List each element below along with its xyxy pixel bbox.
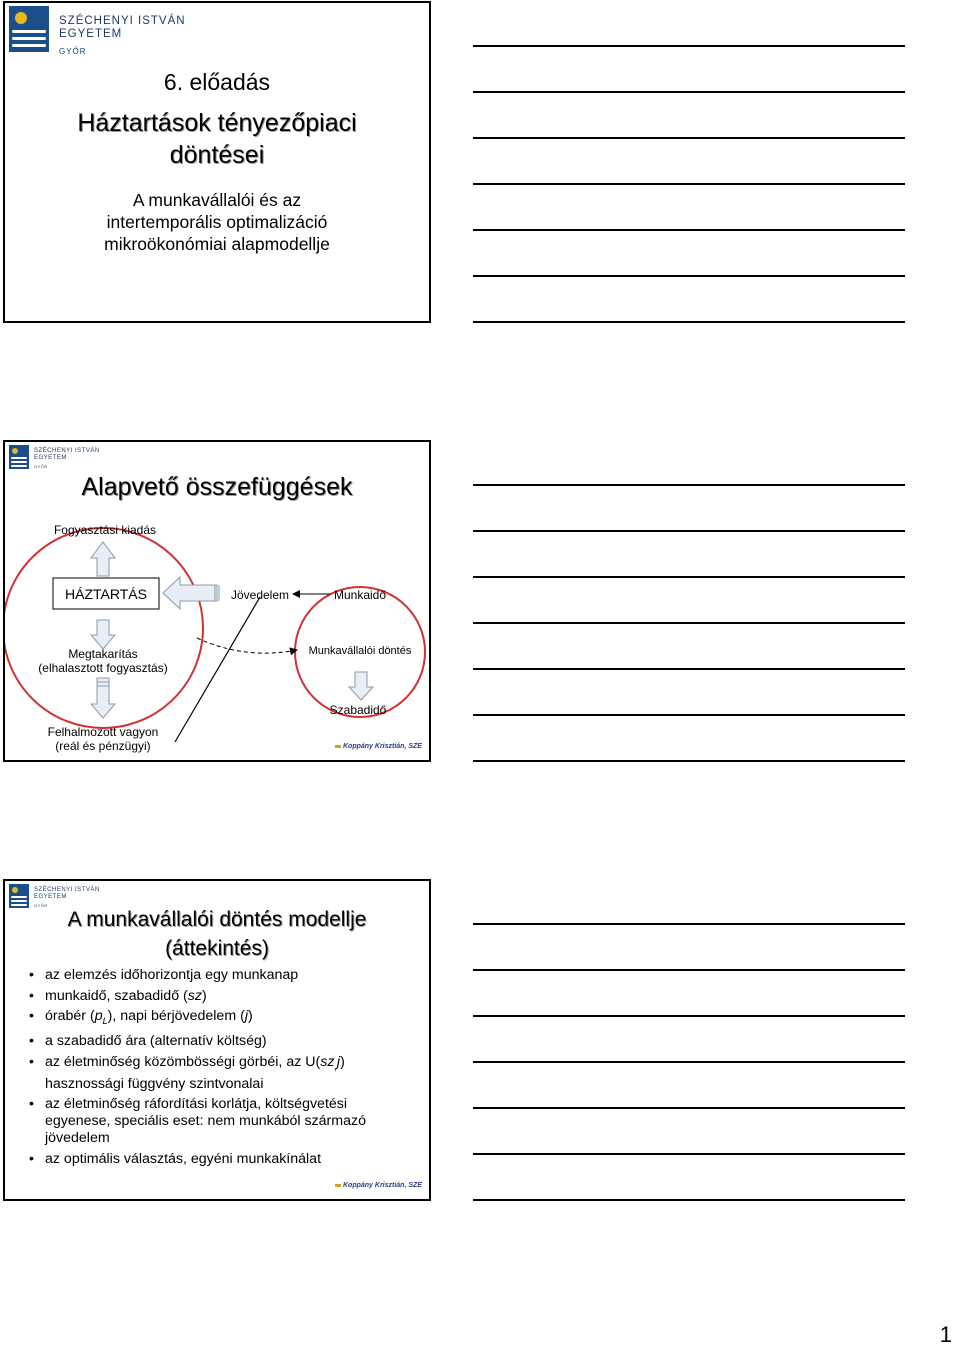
bullet-item: • órabér $(p_L)$, napi bérjövedelem (j): [29, 1008, 417, 1030]
up-arrow: [91, 542, 115, 576]
down-arrow: [91, 620, 115, 649]
consumption-label: Fogyasztási kiadás: [53, 523, 157, 537]
note-line: [473, 1015, 905, 1017]
note-line: [473, 923, 905, 925]
down-arrow: [349, 672, 373, 700]
university-logo: [9, 6, 186, 58]
saving-label: Megtakarítás (elhalasztott fogyasztás): [38, 647, 168, 675]
labour-decision-label: Munkavállalói döntés: [308, 645, 412, 657]
note-line: [473, 576, 905, 578]
bullet-item: • az életminőség ráfordítási korlátja, költségvetési egyenese, speciális eset: nem munkából származó jövedelem: [29, 1096, 417, 1147]
slide-subtitle: A munkavállalói és az intertemporális optimalizáció mikroökonómiai alapmodellje: [104, 190, 330, 254]
wealth-label: Felhalmozott vagyon (reál és pénzügyi): [47, 725, 159, 753]
university-name: SZÉCHENYI ISTVÁN EGYETEM GYŐR: [34, 887, 100, 908]
bullet-item: • az optimális választás, egyéni munkakínálat: [29, 1151, 417, 1168]
slide-1: [3, 1, 431, 323]
bullet-item: • az életminőség közömbösségi görbéi, az $U(sz_,j)$ hasznossági függvény szintvonalai: [29, 1054, 417, 1093]
note-line: [473, 1107, 905, 1109]
university-logo-mark: [9, 6, 49, 52]
bullet-item: • munkaidő, szabadidő (sz): [29, 988, 417, 1005]
slide-2: [3, 440, 431, 762]
bullet-item: • az elemzés időhorizontja egy munkanap: [29, 967, 417, 984]
lecture-number: 6. előadás: [163, 69, 271, 95]
bullet-list: [29, 967, 417, 1171]
author-credit: Koppány Krisztián, SZE: [335, 1182, 422, 1189]
bullet-item: • a szabadidő ára (alternatív költség): [29, 1033, 417, 1050]
author-credit: Koppány Krisztián, SZE: [335, 743, 422, 750]
university-name: SZÉCHENYI ISTVÁN EGYETEM GYŐR: [34, 448, 100, 469]
household-label: HÁZTARTÁS: [65, 586, 147, 602]
decision-line: [175, 597, 260, 742]
notes-lines: [473, 0, 905, 1349]
note-line: [473, 45, 905, 47]
note-line: [473, 1199, 905, 1201]
note-line: [473, 321, 905, 323]
note-line: [473, 275, 905, 277]
note-line: [473, 91, 905, 93]
university-name: SZÉCHENYI ISTVÁN EGYETEM GYŐR: [59, 15, 186, 56]
note-line: [473, 1061, 905, 1063]
slide-title: Háztartások tényezőpiaci döntései: [77, 109, 357, 169]
slide-3: [3, 879, 431, 1201]
down-arrow: [91, 678, 115, 718]
note-line: [473, 229, 905, 231]
note-line: [473, 760, 905, 762]
slide-title: A munkavállalói döntés modellje (áttekintés): [67, 908, 367, 960]
left-arrow: [163, 577, 217, 609]
note-line: [473, 668, 905, 670]
income-label: Jövedelem: [230, 588, 290, 602]
note-line: [473, 714, 905, 716]
slide-title: Alapvető összefüggések: [81, 473, 353, 501]
worktime-label: Munkaidő: [333, 588, 387, 602]
note-line: [473, 183, 905, 185]
note-line: [473, 1153, 905, 1155]
leisure-label: Szabadidő: [329, 703, 387, 717]
note-line: [473, 530, 905, 532]
note-line: [473, 622, 905, 624]
note-line: [473, 137, 905, 139]
page-number: 1: [939, 1322, 952, 1347]
note-line: [473, 484, 905, 486]
note-line: [473, 969, 905, 971]
dashed-arrow: [197, 638, 297, 653]
